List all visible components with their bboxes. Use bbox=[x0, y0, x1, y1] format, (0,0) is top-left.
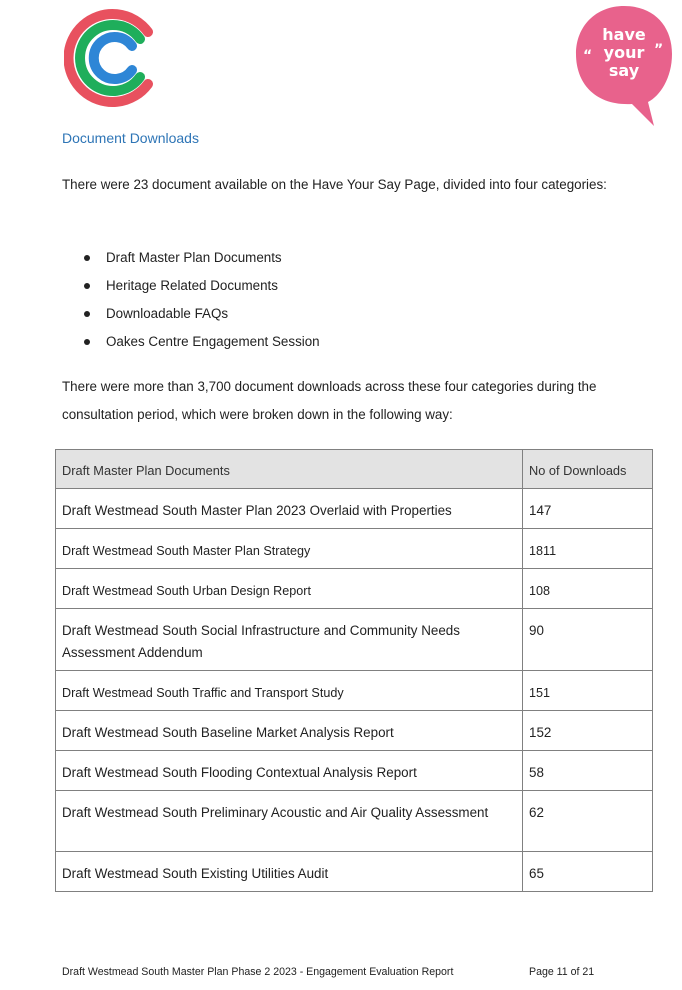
table-row bbox=[56, 489, 653, 529]
table-row bbox=[56, 609, 653, 671]
council-c-logo-icon bbox=[64, 6, 160, 110]
bullet-icon bbox=[84, 311, 90, 317]
document-name: Draft Westmead South Baseline Market Analysis Report bbox=[56, 711, 523, 751]
bullet-icon bbox=[84, 255, 90, 261]
list-item bbox=[84, 328, 320, 356]
table-row bbox=[56, 569, 653, 609]
document-name: Draft Westmead South Social Infrastructure and Community Needs Assessment Addendum bbox=[56, 609, 523, 671]
table-row bbox=[56, 529, 653, 569]
have-your-say-logo bbox=[574, 4, 674, 128]
document-name: Draft Westmead South Preliminary Acoustic and Air Quality Assessment bbox=[56, 791, 523, 852]
document-name: Draft Westmead South Urban Design Report bbox=[56, 569, 523, 609]
category-label: Draft Master Plan Documents bbox=[106, 250, 282, 265]
logo-line-your: your bbox=[603, 43, 645, 62]
summary-paragraph: There were more than 3,700 document downloads across these four categories during the consultation period, which were broken down in the following way: bbox=[62, 379, 597, 422]
logo-line-have: have bbox=[602, 25, 646, 44]
table-row bbox=[56, 671, 653, 711]
document-name: Draft Westmead South Traffic and Transport Study bbox=[56, 671, 523, 711]
footer-page-number: Page 11 of 21 bbox=[529, 966, 595, 978]
download-count: 58 bbox=[523, 751, 653, 791]
download-count: 65 bbox=[523, 852, 653, 892]
category-label: Heritage Related Documents bbox=[106, 278, 278, 293]
download-count: 108 bbox=[523, 569, 653, 609]
column-header-document: Draft Master Plan Documents bbox=[56, 450, 523, 489]
section-heading: Document Downloads bbox=[62, 130, 199, 146]
document-name: Draft Westmead South Master Plan Strategy bbox=[56, 529, 523, 569]
column-header-downloads: No of Downloads bbox=[523, 450, 653, 489]
download-count: 151 bbox=[523, 671, 653, 711]
table-row bbox=[56, 711, 653, 751]
svg-text:“: “ bbox=[583, 48, 593, 64]
download-count: 90 bbox=[523, 609, 653, 671]
list-item bbox=[84, 272, 320, 300]
table-row bbox=[56, 751, 653, 791]
category-label: Downloadable FAQs bbox=[106, 306, 229, 321]
list-item bbox=[84, 300, 320, 328]
category-list bbox=[84, 244, 320, 356]
category-label: Oakes Centre Engagement Session bbox=[106, 334, 320, 349]
table-header-row bbox=[56, 450, 653, 489]
downloads-table bbox=[55, 449, 653, 892]
download-count: 152 bbox=[523, 711, 653, 751]
download-count: 62 bbox=[523, 791, 653, 852]
document-name: Draft Westmead South Existing Utilities Audit bbox=[56, 852, 523, 892]
table-row bbox=[56, 852, 653, 892]
document-name: Draft Westmead South Master Plan 2023 Overlaid with Properties bbox=[56, 489, 523, 529]
svg-text:”: ” bbox=[654, 42, 664, 58]
download-count: 147 bbox=[523, 489, 653, 529]
footer-report-title: Draft Westmead South Master Plan Phase 2 2023 - Engagement Evaluation Report bbox=[62, 966, 454, 978]
logo-line-say: say bbox=[608, 61, 640, 80]
document-name: Draft Westmead South Flooding Contextual Analysis Report bbox=[56, 751, 523, 791]
bullet-icon bbox=[84, 339, 90, 345]
list-item bbox=[84, 244, 320, 272]
bullet-icon bbox=[84, 283, 90, 289]
download-count: 1811 bbox=[523, 529, 653, 569]
intro-paragraph: There were 23 document available on the Have Your Say Page, divided into four categories: bbox=[62, 177, 607, 192]
table-row bbox=[56, 791, 653, 852]
